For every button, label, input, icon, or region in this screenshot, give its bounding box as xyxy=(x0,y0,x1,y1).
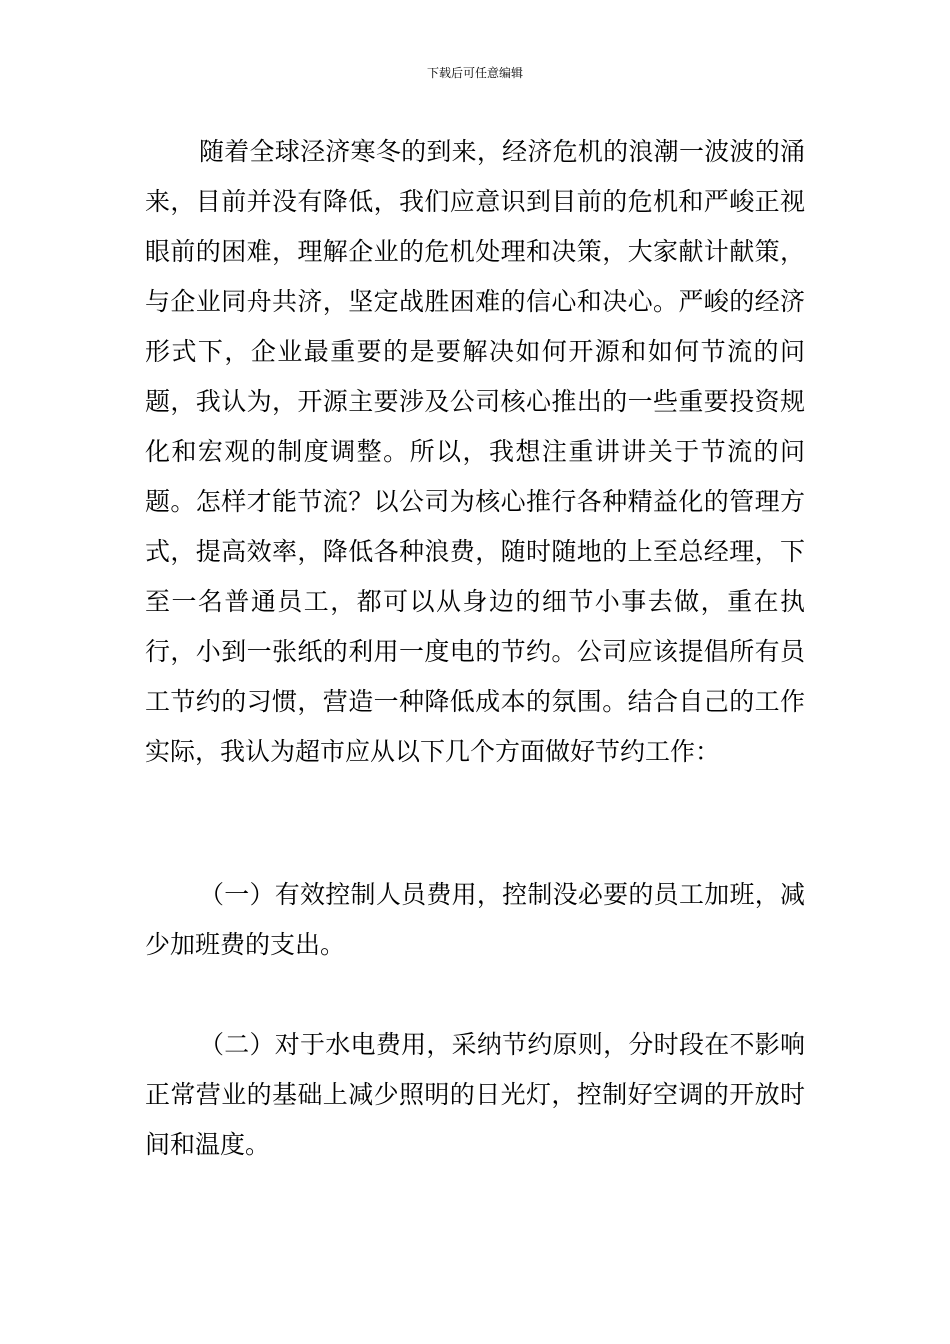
page-header: 下载后可任意编辑 xyxy=(426,66,523,80)
paragraph-intro: 随着全球泾济寒冬的到来，经济危机的浪潮一波波的涌来，目前并没有降低，我们应意识到目前的危机和严峻正视眼前的困难，理解企业的危机处理和决策，大家献计献策，与企业同舟共济，坚定战胜困难的信心和决心。严峻的经济形式下，企业最重要的是要解决如何开源和如何节流的问题，我认为，开源主要涉及公司核心推出的一些重要投资规化和宏观的制度调整。所以，我想注重讲讲关于节流的问题。怎样才能节流？以公司为核心推行各种精益化的管理方式，提高效率，降低各种浪费，随时随地的上至总经理，下至一名普通员工，都可以从身边的细节小事去做，重在执行，小到一张纸的利用一度电的节约。公司应该提倡所有员工节约的习惯，营造一种降低成本的氛围。结合自己的工作实际，我认为超市应从以下几个方面做好节约工作： xyxy=(145,137,805,766)
paragraph-item-1: （一）有效控制人员费用，控制没必要的员工加班，减少加班费的支出。 xyxy=(145,880,805,959)
paragraph-item-2: （二）对于水电费用，采纳节约原则，分时段在不影响正常营业的基础上减少照明的日光灯，控制好空调的开放时间和温度。 xyxy=(145,1030,805,1159)
